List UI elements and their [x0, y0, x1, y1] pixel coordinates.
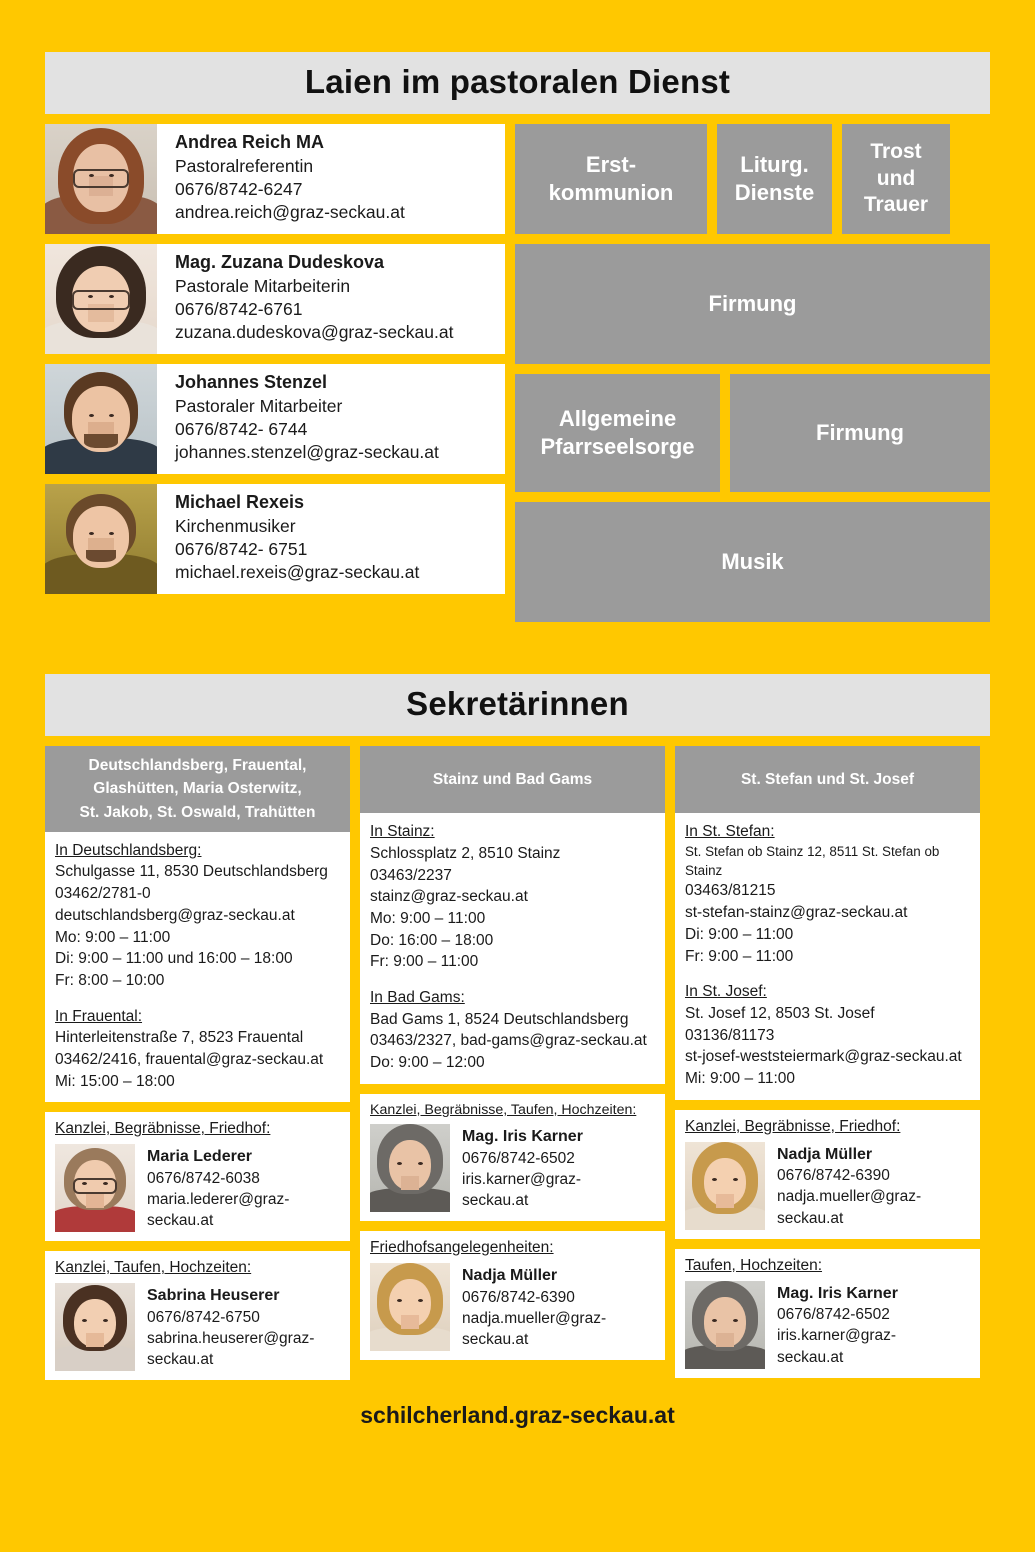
office-hours: Fr: 9:00 – 11:00	[370, 953, 479, 971]
office-line: 03462/2781-0	[55, 885, 151, 903]
office-details	[360, 813, 665, 1084]
header-line-1: St. Stefan und St. Josef	[740, 771, 915, 788]
office-line: 03136/81173	[685, 1026, 775, 1044]
avatar	[45, 364, 157, 474]
role-tile-trost-line2: und	[876, 166, 916, 190]
person-email-line2[interactable]: seckau.at	[462, 1191, 529, 1209]
laien-section-body	[45, 124, 990, 622]
person-details	[462, 1124, 583, 1212]
staff-name: Johannes Stenzel	[175, 372, 328, 392]
office-email[interactable]: deutschlandsberg@graz-seckau.at	[55, 906, 295, 924]
footer-website[interactable]: schilcherland.graz-seckau.at	[360, 1402, 675, 1429]
portrait-nadja-mueller-image	[370, 1263, 450, 1351]
staff-email[interactable]: zuzana.dudeskova@graz-seckau.at	[175, 321, 454, 342]
role-tile-musik: Musik	[515, 502, 990, 622]
staff-phone: 0676/8742- 6744	[175, 418, 308, 439]
portrait-maria-lederer-image	[55, 1144, 135, 1232]
staff-name: Andrea Reich MA	[175, 132, 325, 152]
role-tile-firmung-primary: Firmung	[515, 244, 990, 364]
office-email[interactable]: st-josef-weststeiermark@graz-seckau.at	[685, 1048, 962, 1066]
person-email-line2[interactable]: seckau.at	[462, 1330, 529, 1348]
person-name: Nadja Müller	[462, 1266, 558, 1284]
person-email-line1[interactable]: sabrina.heuserer@graz-	[147, 1330, 315, 1348]
office-details	[675, 813, 980, 1099]
office-hours: Do: 9:00 – 12:00	[370, 1054, 485, 1072]
secretary-column-st-stefan	[675, 746, 980, 1380]
staff-role: Pastoraler Mitarbeiter	[175, 395, 343, 416]
section-title-sekretaerinnen: Sekretärinnen	[45, 674, 990, 736]
avatar	[370, 1124, 450, 1212]
secretary-person-card	[360, 1094, 665, 1221]
secretary-column-deutschlandsberg	[45, 746, 350, 1380]
person-phone: 0676/8742-6502	[777, 1306, 890, 1324]
office-line: Hinterleitenstraße 7, 8523 Frauental	[55, 1029, 304, 1047]
person-role: Kanzlei, Begräbnisse, Taufen, Hochzeiten:	[370, 1101, 637, 1118]
role-tile-allgemeine-pfarrseelsorge	[515, 374, 720, 492]
role-tile-liturg-line2: Dienste	[734, 180, 815, 205]
person-phone: 0676/8742-6750	[147, 1309, 260, 1327]
staff-name: Michael Rexeis	[175, 492, 305, 512]
office-hours: Di: 9:00 – 11:00	[685, 925, 794, 943]
staff-card	[45, 244, 505, 354]
person-phone: 0676/8742-6390	[777, 1167, 890, 1185]
staff-email[interactable]: michael.rexeis@graz-seckau.at	[175, 561, 420, 582]
person-email-line1[interactable]: iris.karner@graz-	[462, 1170, 582, 1188]
portrait-iris-karner-image	[685, 1281, 765, 1369]
secretary-person-card	[45, 1251, 350, 1380]
portrait-sabrina-heuserer-image	[55, 1283, 135, 1371]
avatar	[685, 1281, 765, 1369]
person-email-line1[interactable]: maria.lederer@graz-	[147, 1191, 290, 1209]
office-hours: Di: 9:00 – 11:00 und 16:00 – 18:00	[55, 950, 293, 968]
staff-role: Kirchenmusiker	[175, 515, 296, 536]
role-tile-liturg-line1: Liturg.	[740, 151, 809, 177]
staff-phone: 0676/8742-6761	[175, 298, 303, 319]
person-role: Kanzlei, Taufen, Hochzeiten:	[55, 1259, 252, 1277]
person-email-line1[interactable]: iris.karner@graz-	[777, 1327, 897, 1345]
office-line: 03463/2237	[370, 866, 452, 884]
staff-role: Pastorale Mitarbeiterin	[175, 275, 351, 296]
secretary-column-header	[360, 746, 665, 813]
portrait-iris-karner-image	[370, 1124, 450, 1212]
person-name: Sabrina Heuserer	[147, 1287, 280, 1305]
staff-card	[45, 124, 505, 234]
person-email-line2[interactable]: seckau.at	[147, 1212, 214, 1230]
person-details	[147, 1144, 289, 1232]
staff-role: Pastoralreferentin	[175, 155, 314, 176]
office-line: 03463/81215	[685, 882, 776, 900]
person-details	[462, 1263, 606, 1351]
avatar	[45, 244, 157, 354]
person-role: Kanzlei, Begräbnisse, Friedhof:	[685, 1117, 901, 1135]
office-hours: Do: 16:00 – 18:00	[370, 931, 494, 949]
person-phone: 0676/8742-6038	[147, 1170, 260, 1188]
person-email-line2[interactable]: seckau.at	[777, 1209, 844, 1227]
header-line-1: Stainz und Bad Gams	[432, 771, 593, 788]
person-email-line1[interactable]: nadja.mueller@graz-	[462, 1309, 607, 1327]
person-email-line2[interactable]: seckau.at	[147, 1351, 214, 1369]
office-hours: Mo: 9:00 – 11:00	[370, 910, 486, 927]
office-hours: Mo: 9:00 – 11:00	[55, 928, 171, 946]
role-tile-erstkommunion	[515, 124, 707, 234]
staff-phone: 0676/8742-6247	[175, 178, 303, 199]
avatar	[55, 1144, 135, 1232]
avatar	[55, 1283, 135, 1371]
person-name: Mag. Iris Karner	[462, 1127, 583, 1145]
person-role: Taufen, Hochzeiten:	[685, 1256, 823, 1274]
staff-details	[157, 244, 453, 354]
header-line-2: Glashütten, Maria Osterwitz,	[93, 780, 302, 798]
section-title-laien: Laien im pastoralen Dienst	[45, 52, 990, 114]
person-name: Mag. Iris Karner	[777, 1284, 898, 1302]
staff-name: Mag. Zuzana Dudeskova	[175, 252, 385, 272]
staff-phone: 0676/8742- 6751	[175, 538, 308, 559]
staff-email[interactable]: andrea.reich@graz-seckau.at	[175, 201, 405, 222]
office-title: In Deutschlandsberg:	[55, 841, 202, 859]
portrait-nadja-mueller-image	[685, 1142, 765, 1230]
person-name: Maria Lederer	[147, 1148, 252, 1166]
office-email[interactable]: 03463/2327, bad-gams@graz-seckau.at	[370, 1032, 647, 1050]
person-email-line1[interactable]: nadja.mueller@graz-	[777, 1188, 922, 1206]
secretary-person-card	[360, 1231, 665, 1360]
office-title: In Stainz:	[370, 823, 435, 841]
secretary-column-header	[675, 746, 980, 813]
role-tile-firmung-secondary: Firmung	[730, 374, 990, 492]
role-tile-grid	[515, 124, 990, 622]
office-title: In St. Stefan:	[685, 823, 775, 841]
staff-details	[157, 364, 439, 474]
person-details	[777, 1142, 921, 1230]
staff-card	[45, 484, 505, 594]
office-hours: Fr: 9:00 – 11:00	[685, 947, 794, 965]
person-role: Kanzlei, Begräbnisse, Friedhof:	[55, 1120, 271, 1138]
role-tile-allgemeine-line2: Pfarrseelsorge	[540, 434, 695, 459]
secretary-person-card	[675, 1110, 980, 1239]
avatar	[685, 1142, 765, 1230]
staff-details	[157, 124, 405, 234]
secretary-person-card	[675, 1249, 980, 1378]
person-email-line2[interactable]: seckau.at	[777, 1348, 844, 1366]
office-email[interactable]: stainz@graz-seckau.at	[370, 888, 528, 906]
person-details	[777, 1281, 898, 1369]
portrait-johannes-stenzel-image	[45, 364, 157, 474]
secretary-column-header	[45, 746, 350, 832]
header-line-1: Deutschlandsberg, Frauental,	[88, 757, 307, 774]
avatar	[45, 124, 157, 234]
office-line: St. Josef 12, 8503 St. Josef	[685, 1004, 875, 1022]
person-role: Friedhofsangelegenheiten:	[370, 1238, 554, 1256]
staff-email[interactable]: johannes.stenzel@graz-seckau.at	[175, 441, 439, 462]
office-title: In Frauental:	[55, 1007, 143, 1025]
person-phone: 0676/8742-6390	[462, 1288, 575, 1306]
portrait-zuzana-dudeskova-image	[45, 244, 157, 354]
secretary-person-card	[45, 1112, 350, 1241]
role-tile-trost-und-trauer	[842, 124, 950, 234]
portrait-michael-rexeis-image	[45, 484, 157, 594]
header-line-3: St. Jakob, St. Oswald, Trahütten	[79, 803, 316, 821]
office-title: In St. Josef:	[685, 983, 767, 1001]
poster-page	[0, 52, 1035, 1552]
role-tile-erstkommunion-line1: Erst-	[585, 151, 637, 177]
avatar	[45, 484, 157, 594]
role-tile-allgemeine-line1: Allgemeine	[558, 405, 677, 431]
office-hours: Mi: 9:00 – 11:00	[685, 1069, 796, 1087]
role-tile-trost-line3: Trauer	[863, 193, 929, 217]
office-line: St. Stefan ob Stainz 12, 8511 St. Stefan ob Stainz	[685, 843, 940, 878]
office-hours: Fr: 8:00 – 10:00	[55, 971, 165, 989]
role-tile-trost-line1: Trost	[870, 139, 922, 163]
person-name: Nadja Müller	[777, 1145, 873, 1163]
secretary-column-stainz	[360, 746, 665, 1380]
person-details	[147, 1283, 314, 1371]
office-line: Schulgasse 11, 8530 Deutschlandsberg	[55, 863, 328, 881]
role-tile-row	[515, 124, 990, 234]
staff-card-list	[45, 124, 505, 622]
office-hours: Mi: 15:00 – 18:00	[55, 1072, 175, 1090]
office-line: Bad Gams 1, 8524 Deutschlandsberg	[370, 1010, 629, 1028]
role-tile-row	[515, 374, 990, 492]
office-email[interactable]: st-stefan-stainz@graz-seckau.at	[685, 904, 908, 922]
person-phone: 0676/8742-6502	[462, 1149, 575, 1167]
avatar	[370, 1263, 450, 1351]
staff-details	[157, 484, 419, 594]
office-title: In Bad Gams:	[370, 989, 465, 1007]
secretary-columns	[45, 746, 990, 1380]
office-email[interactable]: 03462/2416, frauental@graz-seckau.at	[55, 1050, 324, 1068]
role-tile-liturgische-dienste	[717, 124, 832, 234]
office-details	[45, 832, 350, 1103]
office-line: Schlossplatz 2, 8510 Stainz	[370, 844, 561, 862]
staff-card	[45, 364, 505, 474]
portrait-andrea-reich-image	[45, 124, 157, 234]
role-tile-erstkommunion-line2: kommunion	[548, 180, 674, 205]
